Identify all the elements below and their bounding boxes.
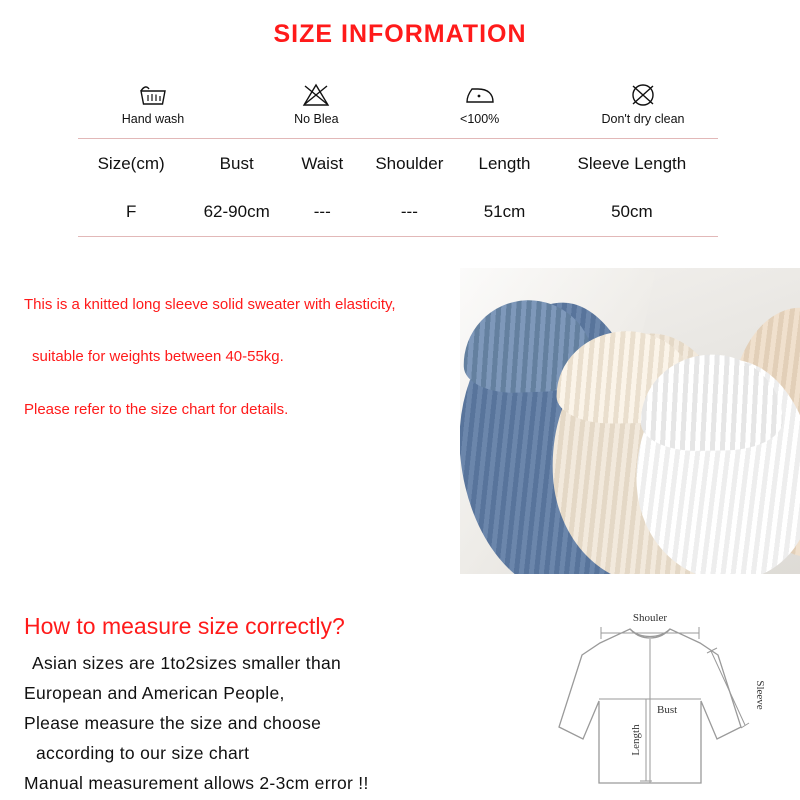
diagram-label-bust: Bust — [657, 704, 678, 716]
care-item-no-dry-clean — [568, 80, 718, 126]
care-label: <100% — [460, 112, 500, 126]
table-header-cell: Shoulder — [375, 154, 444, 173]
table-cell: 62-90cm — [184, 188, 289, 237]
care-label: Hand wash — [121, 112, 185, 126]
care-item-hand-wash — [78, 80, 228, 126]
table-cell: 50cm — [546, 188, 718, 237]
description-line-2: suitable for weights between 40-55kg. — [32, 348, 284, 366]
table-header-cell: Length — [478, 154, 531, 173]
table-cell: F — [78, 188, 184, 237]
size-table — [78, 140, 718, 237]
no-dry-clean-icon — [568, 80, 718, 110]
table-row — [78, 188, 718, 237]
care-label: No Blea — [294, 112, 339, 126]
care-item-iron — [405, 80, 555, 126]
table-header-cell: Sleeve Length — [577, 154, 687, 173]
table-cell: 51cm — [463, 188, 545, 237]
page-title: SIZE INFORMATION — [273, 20, 527, 48]
care-instructions-row — [78, 80, 718, 139]
measurement-diagram — [505, 595, 795, 795]
care-label: Don't dry clean — [601, 112, 685, 126]
howto-line-4: according to our size chart — [36, 743, 250, 763]
table-header-cell: Size(cm) — [97, 154, 165, 173]
table-cell: --- — [355, 188, 463, 237]
howto-line-2: European and American People, — [24, 683, 285, 703]
product-description — [24, 295, 454, 452]
care-item-no-bleach — [241, 80, 391, 126]
howto-line-3: Please measure the size and choose — [24, 713, 322, 733]
howto-instructions — [24, 648, 524, 798]
table-header-row — [78, 140, 718, 188]
iron-low-temp-icon — [405, 80, 555, 110]
hand-wash-icon — [78, 80, 228, 110]
table-header-cell: Waist — [301, 154, 344, 173]
diagram-label-length: Length — [630, 724, 642, 756]
description-line-3: Please refer to the size chart for details. — [24, 400, 289, 418]
product-photo — [460, 268, 800, 574]
howto-line-1: Asian sizes are 1to2sizes smaller than — [32, 653, 342, 673]
description-line-1: This is a knitted long sleeve solid sweater with elasticity, — [24, 296, 396, 313]
diagram-label-shoulder: Shouler — [632, 612, 668, 624]
no-bleach-icon — [241, 80, 391, 110]
table-cell: --- — [289, 188, 355, 237]
table-header-cell: Bust — [219, 154, 254, 173]
howto-line-5: Manual measurement allows 2-3cm error !! — [24, 773, 369, 793]
diagram-label-sleeve: Sleeve — [754, 680, 766, 710]
howto-title: How to measure size correctly? — [24, 613, 345, 639]
sweater-white — [630, 355, 800, 574]
